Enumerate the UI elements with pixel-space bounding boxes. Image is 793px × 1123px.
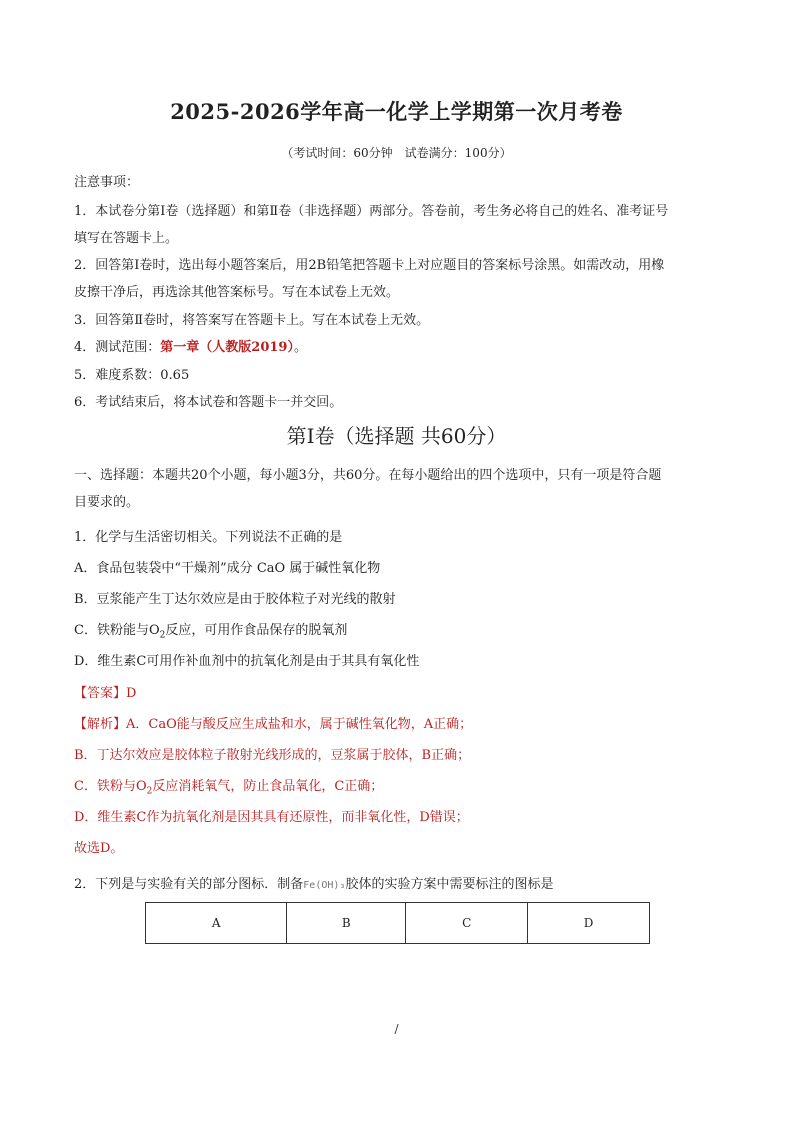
analysis-c-rest: 反应消耗氧气，防止食品氧化，C正确； (152, 779, 384, 794)
q1-option-a: A．食品包装袋中“干燥剂”成分 CaO 属于碱性氧化物 (74, 561, 381, 576)
notice-item-1: 1．本试卷分第Ⅰ卷（选择题）和第Ⅱ卷（非选择题）两部分。答卷前，考生务必将自己的姓名、准考证号 (74, 204, 669, 219)
q2-option-b: B (287, 903, 406, 944)
q1-option-c (74, 619, 722, 641)
notice-heading: 注意事项： (74, 175, 140, 190)
analysis-a-text: A．CaO能与酸反应生成盐和水，属于碱性氧化物，A正确； (126, 717, 473, 732)
instructions-line-2: 目要求的。 (74, 495, 140, 510)
page-title: 2025-2026学年高一化学上学期第一次月考卷 (170, 99, 623, 124)
analysis-c-subscript: 2 (146, 786, 153, 797)
q1-analysis-d: D．维生素C作为抗氧化剂是因其具有还原性，而非氧化性，D错误； (74, 810, 469, 825)
exam-meta: （考试时间：60分钟 试卷满分：100分） (281, 146, 512, 160)
instructions-line-1: 一、选择题：本题共20个小题，每小题3分，共60分。在每小题给出的四个选项中，只有一项是符合题 (74, 468, 662, 483)
notice-item-2: 2．回答第Ⅰ卷时，选出每小题答案后，用2B铅笔把答题卡上对应题目的答案标号涂黑。如需改动，用橡 (74, 258, 665, 273)
table-row (146, 903, 650, 944)
scope-suffix: 。 (293, 340, 307, 355)
notice-item-1-cont: 填写在答题卡上。 (74, 231, 179, 246)
q1-answer: 【答案】D (74, 686, 137, 701)
q1-analysis-a (74, 713, 722, 732)
notice-item-4 (74, 336, 722, 355)
q2-formula: Fe(OH)₃ (303, 880, 346, 891)
q1-option-c-text: C．铁粉能与O (74, 623, 160, 638)
q1-option-c-rest: 反应，可用作食品保存的脱氧剂 (165, 623, 348, 638)
q1-stem: 1．化学与生活密切相关。下列说法不正确的是 (74, 530, 343, 545)
q2-stem-text: 2．下列是与实验有关的部分图标．制备 (74, 877, 304, 892)
q2-option-c: C (406, 903, 528, 944)
q1-option-c-subscript: 2 (159, 630, 166, 641)
q2-stem (74, 873, 722, 892)
q2-option-a: A (146, 903, 287, 944)
q1-analysis-c (74, 775, 722, 797)
scope-label: 4．测试范围： (74, 340, 161, 355)
q1-option-b: B．豆浆能产生丁达尔效应是由于胶体粒子对光线的散射 (74, 592, 396, 607)
page-footer: / (394, 1022, 399, 1036)
q2-options-table (145, 902, 650, 944)
analysis-c-text: C．铁粉与O (74, 779, 147, 794)
notice-item-5: 5．难度系数：0.65 (74, 368, 190, 383)
q1-conclusion: 故选D。 (74, 841, 124, 856)
q1-option-d: D．维生素C可用作补血剂中的抗氧化剂是由于其具有氧化性 (74, 654, 420, 669)
notice-item-6: 6．考试结束后，将本试卷和答题卡一并交回。 (74, 395, 343, 410)
section-title: 第Ⅰ卷（选择题 共60分） (286, 424, 507, 448)
q1-analysis-b: B．丁达尔效应是胶体粒子散射光线形成的，豆浆属于胶体，B正确； (74, 748, 471, 763)
q2-option-d: D (528, 903, 650, 944)
analysis-label: 【解析】 (74, 717, 127, 732)
scope-value: 第一章（人教版2019） (160, 340, 294, 355)
notice-item-2-cont: 皮擦干净后，再选涂其他答案标号。写在本试卷上无效。 (74, 285, 400, 300)
notice-item-3: 3．回答第Ⅱ卷时，将答案写在答题卡上。写在本试卷上无效。 (74, 313, 430, 328)
q2-stem-rest: 胶体的实验方案中需要标注的图标是 (345, 877, 554, 892)
